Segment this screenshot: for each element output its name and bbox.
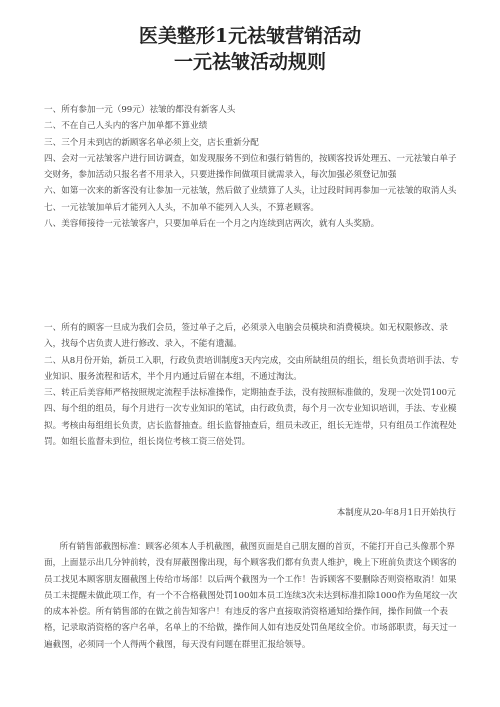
document-title: 医美整形1元祛皱营销活动	[138, 25, 362, 47]
screenshot-rule-section	[44, 539, 464, 653]
screenshot-rule-paragraph: 所有销售部截图标准：顾客必须本人手机截图，截图页面是自己朋友圈的首页，不能打开自己头像那个界面，上面显示出几分钟前转，没有屏蔽图像出现，每个顾客我们都有负责人维护，晚上下班前负责这个顾客的员工找见本顾客朋友圈截图上传给市场部！以后两个截图为一个工作！告诉顾客不要删除否则资格取消！如果员工未提醒未做此项工作，有一个不合格截图处罚100如本员工连续3次未达到标准扣除1000作为鱼尾纹一次的成本补偿。所有销售部的在做之前告知客户！有违反的客户直接取消资格通知给操作间，操作间做一个表格，记录取消资格的客户名单，名单上的不给做，操作间人如有违反处罚鱼尾纹全价。市场部职责，每天过一遍截图，必须同一个人得两个截图，每天没有问题在群里汇报给领导。	[44, 542, 458, 650]
staff-rule-4: 四、每个组的组员，每个月进行一次专业知识的笔试，由行政负责，每个月一次专业知识培训，手法、专业模拟。考核由每组组长负责，店长监督抽查。组长监督抽查后，组员未改正，组长无连带，只有组员工作流程处罚。如组长监督未到位，组长岗位考核工资三倍处罚。	[44, 404, 457, 448]
rule-item-7: 七、一元祛皱加单后才能列入人头，不加单不能列入人头，不算老顾客。	[44, 202, 320, 213]
rule-item-4: 四、会对一元祛皱客户进行回访调查，如发现服务不到位和强行销售的，按顾客投诉处理五、一元祛皱白单子交财务，参加活动只报名者不用录入，只要进操作间做项目就需录入，每次加强必须登记加强	[44, 153, 457, 181]
rule-item-2: 二、不在自己人头内的客户加单都不算业绩	[44, 121, 208, 132]
staff-rule-3: 三、转正后美容师严格按照规定流程手法标准操作，定期抽查手法，没有按照标准做的，发现一次处罚100元	[44, 388, 456, 399]
activity-rules-section	[44, 102, 464, 232]
document-subtitle: 一元祛皱活动规则	[173, 51, 326, 73]
rule-item-8: 八、美容师接待一元祛皱客户，只要加单后在一个月之内连续到店两次，就有人头奖励。	[44, 219, 380, 230]
effective-date-notice: 本制度从20-年8月1日开始执行	[336, 508, 456, 518]
staff-rule-2: 二、从8月份开始，新员工入职，行政负责培训制度3天内完成，交由所缺组员的组长，组长负责培训手法、专业知识、服务流程和话术，半个月内通过后留在本组，不通过淘汰。	[44, 355, 459, 382]
rule-item-6: 六、如第一次来的新客没有让参加一元祛皱，然后做了业绩算了人头，让过段时间再参加一元祛皱的取消人头	[44, 186, 457, 197]
staff-rules-section	[44, 320, 464, 450]
rule-item-1: 一、所有参加一元（99元）祛皱的都没有新客人头	[44, 105, 236, 115]
rule-item-3: 三、三个月未到店的新顾客名单必须上交，店长重新分配	[44, 137, 259, 148]
staff-rule-1: 一、所有的顾客一旦成为我们会员，签过单子之后，必须录入电脑会员模块和消费模块。如无权限修改、录入，找每个店负责人进行修改、录入，不能有遗漏。	[44, 323, 448, 350]
